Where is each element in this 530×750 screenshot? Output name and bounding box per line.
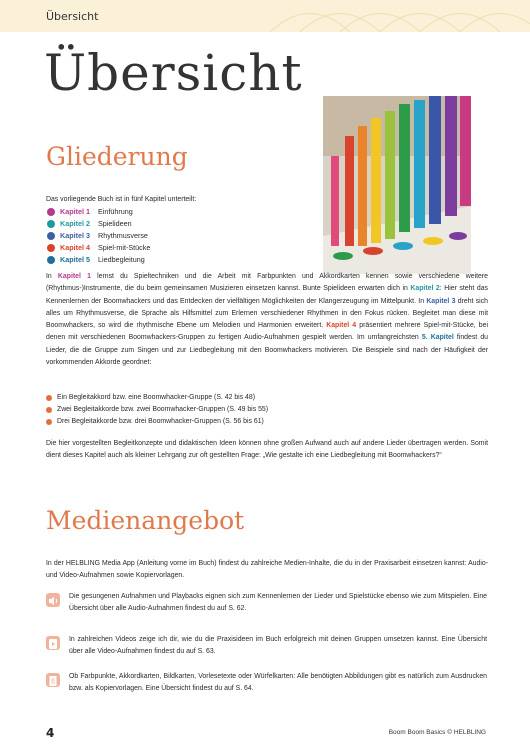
chapter-title: Einführung (98, 207, 133, 216)
video-icon (46, 636, 60, 650)
chapter-ref-1: Kapitel 1 (57, 273, 91, 280)
list-item (46, 392, 268, 404)
chapter-name: Kapitel 1 (60, 207, 90, 216)
chapter-dot-icon (47, 256, 55, 264)
chapter-dot-icon (47, 208, 55, 216)
chapter-title: Liedbegleitung (98, 255, 145, 264)
chapter-dot-icon (47, 220, 55, 228)
media-text: Ob Farbpunkte, Akkordkarten, Bildkarten, Vorlesetexte oder Würfelkarten: Alle benötigten Abbildungen gibt es natürlich zum Ausdrucken bzw. als Kopiervorlagen. Eine Übersicht findest du auf S. 64. (69, 673, 487, 693)
list-item (46, 416, 268, 428)
chapter-dot-icon (47, 232, 55, 240)
audio-icon (46, 593, 60, 607)
gliederung-paragraph-2: Die hier vorgestellten Begleitkonzepte und didaktischen Ideen können ohne großen Aufwand auch auf andere Lieder übertragen werden. Somit dient dieses Kapitel auch als kleiner Lehrgang zur oft gestellten Frage: „Wie gestalte ich eine Liedbegleitung mit Boomwhackers?“ (46, 440, 488, 460)
medien-intro: In der HELBLING Media App (Anleitung vorne im Buch) findest du zahlreiche Medien-Inhalte, die du in der Praxisarbeit einsetzen kannst: Audio- und Video-Aufnahmen sowie Kopiervorlagen. (46, 560, 488, 580)
list-item-text: Ein Begleitakkord bzw. eine Boomwhacker-Gruppe (S. 42 bis 48) (57, 394, 256, 401)
bullet-icon (46, 419, 52, 425)
para-text: präsentiert mehrere Spiel-mit-Stücke, bei denen mit verschiedenen Boomwhackers-Gruppen zu fertigen Audio-Aufnahmen gespielt werden. Im umfangreichsten (46, 322, 488, 342)
para-text: findest du Lieder, die die Gruppe zum Singen und zur Liedbegleitung mit den Boomwhackers motivieren. Die Beispiele sind nach der Häufigkeit der vorkommenden Akkorde geordnet: (46, 334, 489, 367)
document-icon (46, 673, 60, 687)
media-item-document (46, 671, 488, 711)
media-item-video (46, 634, 488, 664)
page-number: 4 (46, 726, 55, 740)
chapter-ref-4: Kapitel 4 (326, 322, 357, 330)
chapter-item-5 (46, 254, 150, 266)
chapter-name: Kapitel 2 (60, 219, 90, 228)
bullet-icon (46, 407, 52, 413)
para-text: lernst du Spieltechniken und die Arbeit mit Farbpunkten und Akkordkarten kennen sowie verschiedene weitere (Rhythmus-)Instrumente, die du beim gemeinsamen Musizieren einsetzen kannst. Bunte Spielideen erwarten dich in (46, 273, 488, 293)
chapter-ref-3: Kapitel 3 (426, 297, 456, 305)
heading-medienangebot: Medienangebot (46, 506, 245, 535)
chapter-title: Rhythmusverse (98, 231, 148, 240)
chapter-list (46, 206, 150, 266)
header-bar (0, 0, 530, 32)
media-text: In zahlreichen Videos zeige ich dir, wie du die Praxisideen im Buch erfolgreich mit deinen Gruppen umsetzen kannst. Eine Übersicht über alle Video-Aufnahmen findest du auf S. 63. (69, 636, 487, 656)
chapter-item-4 (46, 242, 150, 254)
chapter-item-3 (46, 230, 150, 242)
chapter-ref-2: Kapitel 2 (410, 285, 440, 293)
akkord-list (46, 392, 268, 428)
header-label: Übersicht (46, 10, 99, 23)
chapter-dot-icon (47, 244, 55, 252)
para-text: dreht sich alles um Rhythmusverse, die Sprache als Hilfsmittel zum Erlernen verschiedener Rhythmen in den Fokus rücken. Begleitet man diese mit Boomwhackers, so wird die rhythmische Ebene um Melodien und Harmonien erweitert. (46, 297, 488, 330)
list-item-text: Zwei Begleitakkorde bzw. zwei Boomwhacker-Gruppen (S. 49 bis 55) (57, 406, 269, 413)
list-item (46, 404, 268, 416)
boomwhackers-photo (323, 96, 471, 274)
footer-credit: Boom Boom Basics © HELBLING (388, 729, 486, 736)
page-title: Übersicht (44, 44, 303, 102)
chapter-item-1 (46, 206, 150, 218)
list-item-text: Drei Begleitakkorde bzw. drei Boomwhacker-Gruppen (S. 56 bis 61) (57, 418, 264, 425)
media-item-audio (46, 591, 488, 627)
media-text: Die gesungenen Aufnahmen und Playbacks eignen sich zum Kennenlernen der Lieder und Spielstücke ebenso wie zum Mitspielen. Eine Übersicht über alle Audio-Aufnahmen findest du auf S. 62. (69, 593, 487, 613)
chapter-name: Kapitel 5 (60, 255, 90, 264)
chapter-name: Kapitel 3 (60, 231, 90, 240)
chapter-item-2 (46, 218, 150, 230)
chapter-title: Spiel-mit-Stücke (98, 243, 151, 252)
chapter-title: Spielideen (98, 219, 132, 228)
chapter-ref-5: 5. Kapitel (421, 334, 454, 342)
para-text: : Hier steht das Kennenlernen der Boomwhackers und das Entdecken der vielfältigen Möglichkeiten der Klangerzeugung im Mittelpunkt. In (46, 285, 488, 305)
gliederung-intro: Das vorliegende Buch ist in fünf Kapitel unterteilt: (46, 196, 197, 203)
header-pattern (230, 0, 530, 32)
chapter-name: Kapitel 4 (60, 243, 90, 252)
heading-gliederung: Gliederung (46, 142, 188, 171)
para-lead: In (46, 273, 58, 280)
bullet-icon (46, 395, 52, 401)
gliederung-paragraph-1 (46, 271, 488, 369)
